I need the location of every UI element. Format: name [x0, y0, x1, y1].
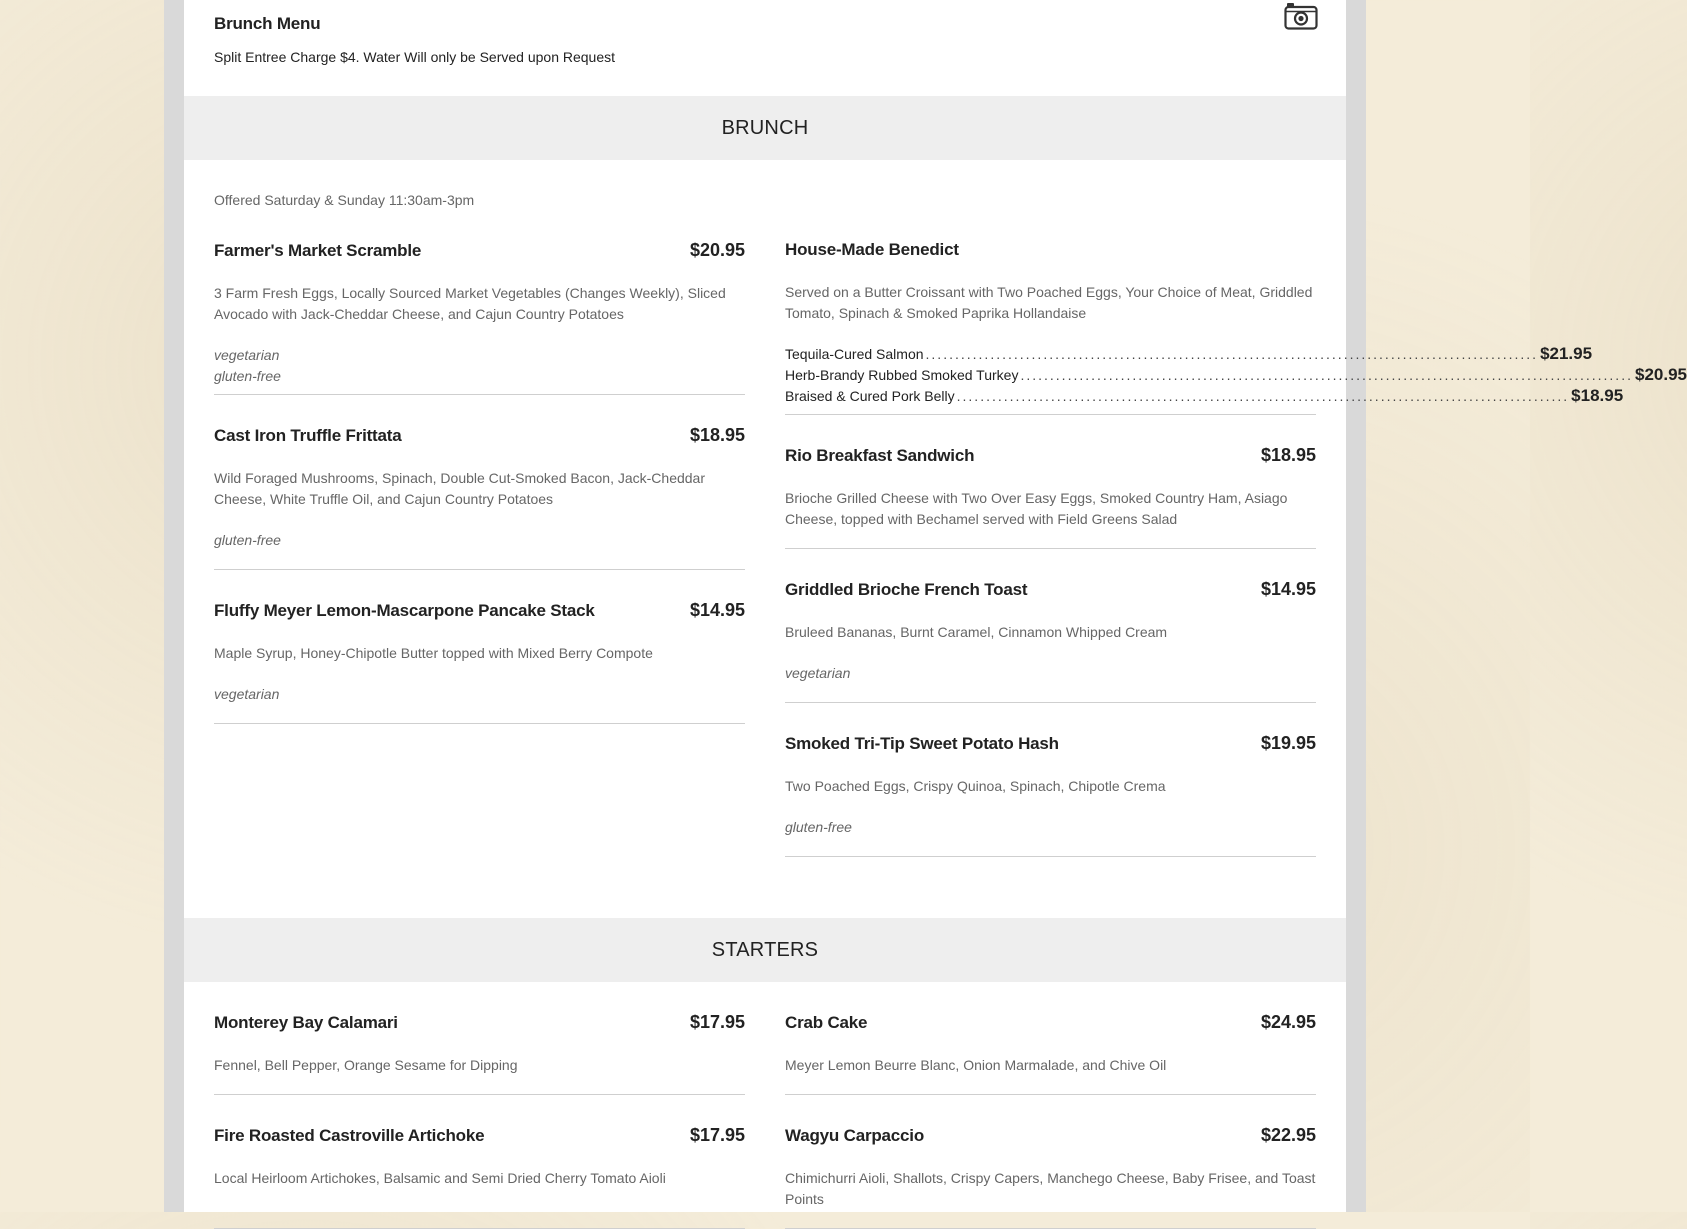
menu-title: Brunch Menu [214, 14, 321, 33]
item-name: Crab Cake [785, 1013, 868, 1032]
section-title: BRUNCH [721, 116, 809, 139]
item-price: $19.95 [1260, 733, 1316, 753]
brunch-section [184, 160, 1687, 918]
item-tag: gluten-free [785, 819, 852, 835]
item-description: Chimichurri Aioli, Shallots, Crispy Capers, Manchego Cheese, Baby Frisee, and Toast Points [785, 1170, 1316, 1207]
option-price: $20.95 [1634, 365, 1687, 384]
starters-section-header [184, 918, 1346, 982]
menu-header [184, 0, 1346, 96]
menu-item [214, 1012, 745, 1095]
menu-item [785, 415, 1316, 549]
price-option [785, 344, 1593, 365]
menu-item [214, 1095, 745, 1229]
item-name: Griddled Brioche French Toast [785, 580, 1028, 599]
item-tag: gluten-free [214, 532, 281, 548]
dot-leader: ........................................................................................................ [925, 346, 1539, 362]
menu-item [214, 395, 745, 570]
item-description: Brioche Grilled Cheese with Two Over Easy Eggs, Smoked Country Ham, Asiago Cheese, topped with Bechamel served with Field Greens Salad [785, 490, 1288, 527]
camera-icon[interactable] [1284, 2, 1318, 30]
item-name: Monterey Bay Calamari [214, 1013, 398, 1032]
item-tag: vegetarian [214, 686, 280, 702]
brunch-left-column [214, 240, 745, 857]
option-name: Tequila-Cured Salmon [785, 346, 924, 362]
item-name: Rio Breakfast Sandwich [785, 446, 975, 465]
item-description: Maple Syrup, Honey-Chipotle Butter topped with Mixed Berry Compote [214, 645, 653, 661]
offered-hours: Offered Saturday & Sunday 11:30am-3pm [214, 192, 475, 208]
item-name: Smoked Tri-Tip Sweet Potato Hash [785, 734, 1059, 753]
item-price: $20.95 [689, 240, 745, 260]
item-description: Local Heirloom Artichokes, Balsamic and Semi Dried Cherry Tomato Aioli [214, 1170, 666, 1186]
price-option [785, 365, 1687, 386]
section-spacer [214, 857, 1316, 918]
dot-leader: ........................................................................................................ [1020, 367, 1633, 383]
item-description: Served on a Butter Croissant with Two Poached Eggs, Your Choice of Meat, Griddled Tomato, Spinach & Smoked Paprika Hollandaise [785, 284, 1313, 321]
item-description: 3 Farm Fresh Eggs, Locally Sourced Market Vegetables (Changes Weekly), Sliced Avocado with Jack-Cheddar Cheese, and Cajun Country Potatoes [214, 285, 726, 322]
item-description: Wild Foraged Mushrooms, Spinach, Double Cut-Smoked Bacon, Jack-Cheddar Cheese, White Truffle Oil, and Cajun Country Potatoes [214, 470, 706, 507]
item-tag: gluten-free [214, 368, 281, 384]
menu-item [785, 1095, 1316, 1229]
menu-card [184, 0, 1687, 1212]
item-name: House-Made Benedict [785, 240, 959, 259]
starters-section [184, 982, 1346, 1229]
starters-left-column [214, 1012, 745, 1229]
menu-item [785, 1012, 1316, 1095]
price-options [785, 344, 1687, 407]
item-price: $17.95 [689, 1012, 745, 1032]
item-name: Fire Roasted Castroville Artichoke [214, 1126, 485, 1145]
starters-right-column [785, 1012, 1316, 1229]
option-price: $18.95 [1571, 386, 1624, 405]
menu-item [214, 570, 745, 724]
item-tag: vegetarian [214, 347, 280, 363]
item-price: $14.95 [1260, 579, 1316, 599]
option-price: $21.95 [1540, 344, 1593, 363]
item-name: Wagyu Carpaccio [785, 1126, 925, 1145]
price-option [785, 386, 1624, 407]
item-price: $22.95 [1260, 1125, 1316, 1145]
dot-leader: ........................................................................................................ [956, 388, 1570, 404]
item-description: Bruleed Bananas, Burnt Caramel, Cinnamon Whipped Cream [785, 624, 1168, 640]
menu-item [785, 703, 1316, 857]
option-name: Herb-Brandy Rubbed Smoked Turkey [785, 367, 1019, 383]
option-name: Braised & Cured Pork Belly [785, 388, 955, 404]
item-name: Fluffy Meyer Lemon-Mascarpone Pancake Stack [214, 601, 595, 620]
brunch-section-header [184, 96, 1346, 160]
item-description: Meyer Lemon Beurre Blanc, Onion Marmalade, and Chive Oil [785, 1057, 1167, 1073]
item-name: Cast Iron Truffle Frittata [214, 426, 402, 445]
menu-item [214, 240, 745, 395]
menu-note: Split Entree Charge $4. Water Will only be Served upon Request [214, 49, 616, 65]
menu-item [785, 549, 1316, 703]
menu-item [785, 240, 1687, 415]
item-name: Farmer's Market Scramble [214, 241, 422, 260]
item-price: $18.95 [689, 425, 745, 445]
item-price: $17.95 [689, 1125, 745, 1145]
item-description: Fennel, Bell Pepper, Orange Sesame for Dipping [214, 1057, 518, 1073]
item-description: Two Poached Eggs, Crispy Quinoa, Spinach, Chipotle Crema [785, 778, 1166, 794]
item-tag: vegetarian [785, 665, 851, 681]
brunch-right-column [785, 240, 1687, 857]
item-price: $14.95 [689, 600, 745, 620]
section-title: STARTERS [711, 938, 819, 961]
item-price: $18.95 [1260, 445, 1316, 465]
item-price: $24.95 [1260, 1012, 1316, 1032]
